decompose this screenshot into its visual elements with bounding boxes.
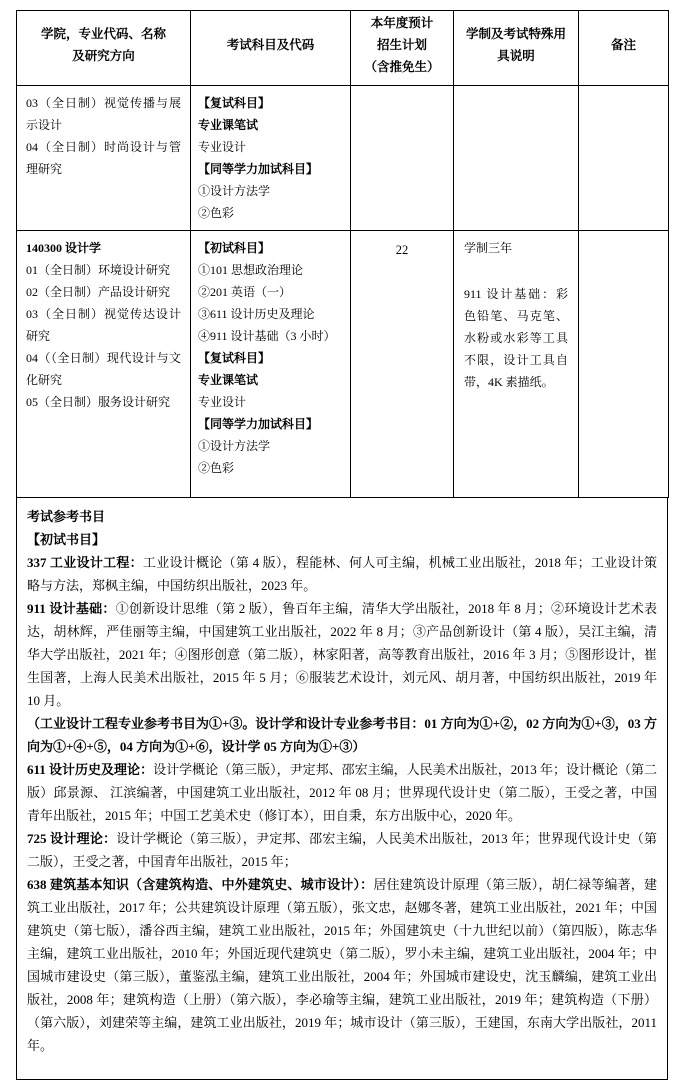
text-line: 05（全日制）服务设计研究 bbox=[26, 395, 171, 409]
reference-books-section bbox=[16, 497, 668, 1080]
text-segment: 725 设计理论： bbox=[27, 831, 117, 846]
exam-tools-note: 911 设计基础：彩色铅笔、马克笔、水粉或水彩等工具不限，设计工具自带，4K 素描纸。 bbox=[464, 287, 568, 389]
text-segment: （工业设计工程专业参考书目为①+③。设计学和设计专业参考书目：01 方向为①+②，02 方向为①+③，03 方向为①+④+⑤，04 方向为①+⑥，设计学 05 方向为①+③） bbox=[27, 716, 657, 754]
reference-list-title bbox=[27, 505, 657, 528]
table-header-row bbox=[17, 11, 669, 86]
text-line: 专业课笔试 bbox=[198, 373, 259, 387]
col-header-program bbox=[17, 11, 191, 86]
para-337-industrial-design-books bbox=[27, 551, 657, 597]
text-segment: 考试参考书目 bbox=[27, 509, 106, 524]
text-segment: 611 设计历史及理论： bbox=[27, 762, 154, 777]
para-638-architecture-books bbox=[27, 873, 657, 1057]
initial-exam-books-heading bbox=[27, 528, 657, 551]
text-line: 专业设计 bbox=[198, 140, 247, 154]
text-line: ②色彩 bbox=[198, 461, 235, 475]
text-line: 备注 bbox=[610, 38, 636, 52]
text-line: （含推免生） bbox=[364, 60, 440, 74]
text-line: 【复试科目】 bbox=[198, 351, 271, 365]
text-line: ②201 英语（一） bbox=[198, 285, 292, 299]
text-line: 【同等学力加试科目】 bbox=[198, 417, 319, 431]
quota-cell bbox=[351, 86, 454, 231]
subjects-cell bbox=[191, 231, 351, 498]
text-line: 及研究方向 bbox=[72, 49, 135, 63]
para-911-design-basics-books bbox=[27, 597, 657, 712]
table-row bbox=[17, 86, 669, 231]
text-line: 具说明 bbox=[497, 49, 535, 63]
text-line: 学院，专业代码、名称 bbox=[40, 27, 166, 41]
text-line: 学制及考试特殊用 bbox=[465, 27, 566, 41]
text-line: 本年度预计 bbox=[370, 16, 434, 30]
col-header-quota bbox=[351, 11, 454, 86]
text-segment: 【初试书目】 bbox=[27, 532, 106, 547]
text-segment: 337 工业设计工程： bbox=[27, 555, 143, 570]
text-line: 140300 设计学 bbox=[26, 241, 102, 255]
tools-cell bbox=[454, 86, 579, 231]
text-line: ②色彩 bbox=[198, 206, 235, 220]
subjects-cell bbox=[191, 86, 351, 231]
text-line: 04（（全日制）现代设计与文化研究 bbox=[26, 351, 181, 387]
text-line: 【同等学力加试科目】 bbox=[198, 162, 319, 176]
text-segment: 工业设计概论（第 4 版），程能林、何人可主编，机械工业出版社，2018 年；工业设计策略与方法，郑枫主编，中国纺织出版社，2023 年。 bbox=[27, 555, 657, 593]
text-segment: 设计学概论（第三版），尹定邦、邵宏主编，人民美术出版社，2013 年；设计概论（第二版）邱景源、 江滨编著，中国建筑工业出版社，2012 年 08 月；世界现代设计史（第二版），王受之著，中国青年出版社，2015 年；中国工艺美术史（修订本），田自秉，东方出版中心，2020 年。 bbox=[27, 762, 657, 823]
col-header-remarks bbox=[579, 11, 669, 86]
remarks-cell bbox=[579, 231, 669, 498]
program-cell bbox=[17, 231, 191, 498]
text-segment: 638 建筑基本知识（含建筑构造、中外建筑史、城市设计）： bbox=[27, 877, 374, 892]
text-segment: 居住建筑设计原理（第三版），胡仁禄等编著，建筑工业出版社，2017 年；公共建筑设计原理（第五版），张文忠，赵娜冬著，建筑工业出版社，2021 年；中国建筑史（第七版），潘谷西主编，建筑工业出版社，2015 年；外国建筑史（十九世纪以前）（第四版），陈志华主编，建筑工业出版社，2010 年；外国近现代建筑史（第二版），罗小未主编，建筑工业出版社，2004 年；中国城市建设史（第三版），董鉴泓主编，建筑工业出版社，2004 年；外国城市建设史，沈玉麟编，建筑工业出版社，2008 年；建筑构造（上册）（第六版），李必瑜等主编，建筑工业出版社，2019 年；建筑构造（下册）（第六版），刘建荣等主编，建筑工业出版社，2019 年；城市设计（第三版），王建国，东南大学出版社，2011 年。 bbox=[27, 877, 657, 1053]
text-line: 专业课笔试 bbox=[198, 118, 259, 132]
text-line: 01（全日制）环境设计研究 bbox=[26, 263, 171, 277]
text-line: ④911 设计基础（3 小时） bbox=[198, 329, 336, 343]
text-line: ①101 思想政治理论 bbox=[198, 263, 304, 277]
text-line: 考试科目及代码 bbox=[226, 38, 315, 52]
para-611-design-history-books bbox=[27, 758, 657, 827]
text-line: 【复试科目】 bbox=[198, 96, 271, 110]
text-line: 【初试科目】 bbox=[198, 241, 271, 255]
tools-cell bbox=[454, 231, 579, 498]
text-line: 02（全日制）产品设计研究 bbox=[26, 285, 171, 299]
text-line: 03（全日制）视觉传达设计研究 bbox=[26, 307, 181, 343]
text-line: 招生计划 bbox=[376, 38, 427, 52]
text-segment: 911 设计基础： bbox=[27, 601, 116, 616]
text-line: 04（全日制）时尚设计与管理研究 bbox=[26, 140, 181, 176]
col-header-tools bbox=[454, 11, 579, 86]
remarks-cell bbox=[579, 86, 669, 231]
admissions-table bbox=[16, 10, 669, 498]
para-725-design-theory-books bbox=[27, 827, 657, 873]
program-cell bbox=[17, 86, 191, 231]
text-line: 专业设计 bbox=[198, 395, 247, 409]
quota-cell: 22 bbox=[351, 231, 454, 498]
text-line: ①设计方法学 bbox=[198, 439, 271, 453]
para-direction-book-mapping bbox=[27, 712, 657, 758]
text-line: ③611 设计历史及理论 bbox=[198, 307, 315, 321]
col-header-subjects bbox=[191, 11, 351, 86]
text-segment: ①创新设计思维（第 2 版），鲁百年主编，清华大学出版社，2018 年 8 月；②环境设计艺术表达，胡林辉，严佳丽等主编，中国建筑工业出版社，2022 年 8 月；③产品创新设计（第 4 版），吴江主编，清华大学出版社，2021 年；④图形创意（第二版），林家阳著，高等教育出版社，2016 年 3 月；⑤图形设计，崔生国著，上海人民美术出版社，2015 年 5 月；⑥服装艺术设计，刘元风、胡月著，中国纺织出版社，2019 年 10 月。 bbox=[27, 601, 657, 708]
study-duration-text: 学制三年 bbox=[464, 241, 513, 255]
text-line: ①设计方法学 bbox=[198, 184, 271, 198]
text-line: 03（全日制）视觉传播与展示设计 bbox=[26, 96, 181, 132]
text-segment: 设计学概论（第三版），尹定邦、邵宏主编，人民美术出版社，2013 年；世界现代设计史（第二版），王受之著，中国青年出版社，2015 年； bbox=[27, 831, 657, 869]
table-row bbox=[17, 231, 669, 498]
